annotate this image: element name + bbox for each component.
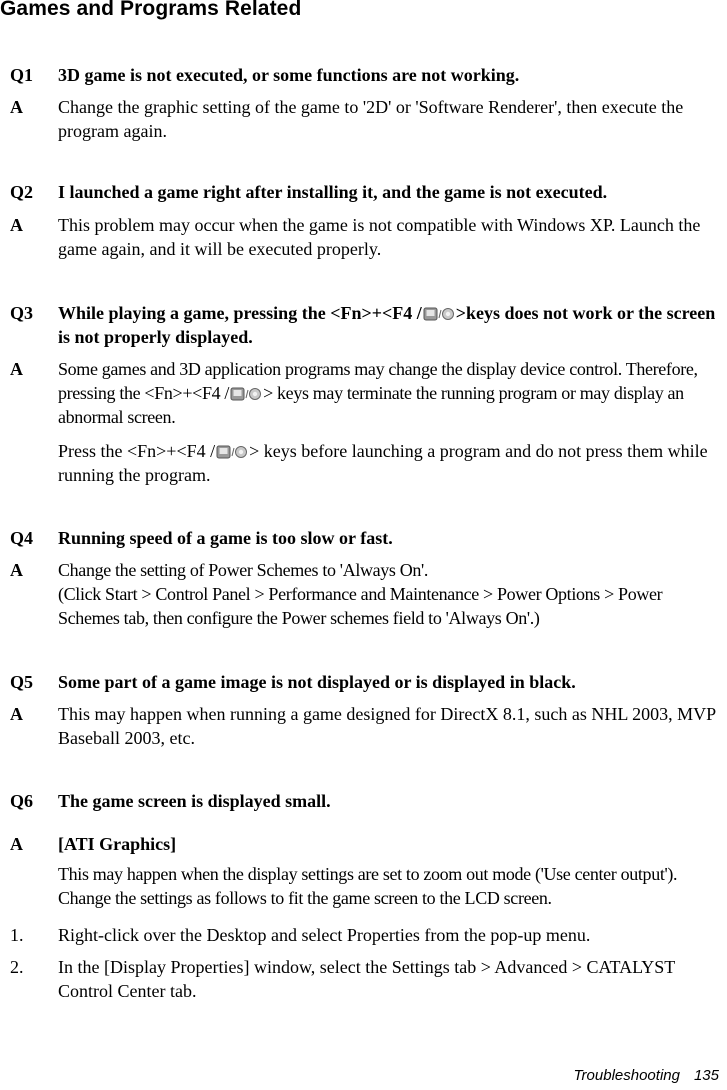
q2-answer: This problem may occur when the game is not compatible with Windows XP. Launch the game again, and it will be executed properly. [58, 215, 701, 259]
page-footer [574, 1067, 720, 1084]
q5-answer-label: A [10, 704, 23, 724]
q1-label: Q1 [10, 65, 34, 85]
q4-answer [58, 558, 725, 630]
q3-answer-1 [58, 357, 725, 429]
q3-answer1-part1: Some games and 3D application programs may change the display device control. Therefore, pressing the <Fn>+<F4 / [58, 359, 698, 403]
q6-answer-heading: [ATI Graphics] [58, 834, 177, 854]
q5-question: Some part of a game image is not displayed or is displayed in black. [58, 672, 576, 692]
display-switch-key-icon [423, 303, 455, 317]
q5-label: Q5 [10, 672, 34, 692]
step-text: In the [Display Properties] window, select the Settings tab > Advanced > CATALYST Control Center tab. [58, 957, 675, 1001]
step-number: 1. [10, 925, 24, 945]
q2-answer-label: A [10, 215, 23, 235]
q3-answer2-part2: > keys before launching a program and do not press them while running the program. [58, 441, 708, 485]
q3-answer-label: A [10, 359, 23, 379]
q3-label: Q3 [10, 303, 34, 323]
q4-answer-line1: Change the setting of Power Schemes to 'Always On'. [58, 560, 429, 580]
q2-label: Q2 [10, 182, 34, 202]
display-switch-key-icon [216, 441, 248, 455]
q6-question: The game screen is displayed small. [58, 791, 331, 811]
q3-answer-2 [58, 439, 725, 487]
q5-answer: This may happen when running a game designed for DirectX 8.1, such as NHL 2003, MVP Baseball 2003, etc. [58, 704, 716, 748]
page-title: Games and Programs Related [0, 0, 302, 20]
q6-label: Q6 [10, 791, 34, 811]
q2-question: I launched a game right after installing it, and the game is not executed. [58, 182, 608, 202]
q4-answer-line2: (Click Start > Control Panel > Performance and Maintenance > Power Options > Power Schemes tab, then configure the Power schemes field to 'Always On'.) [58, 584, 663, 628]
page-number: 135 [693, 1067, 719, 1084]
q3-question-part2: >keys does not work or the screen is not properly displayed. [58, 303, 716, 347]
q1-answer-label: A [10, 97, 23, 117]
q4-answer-label: A [10, 560, 23, 580]
q3-answer2-part1: Press the <Fn>+<F4 / [58, 441, 216, 461]
display-switch-key-icon [230, 383, 262, 397]
step-number: 2. [10, 957, 24, 977]
q3-question [58, 301, 725, 349]
q3-answer1-part2: > keys may terminate the running program or may display an abnormal screen. [58, 383, 684, 427]
q6-answer-label: A [10, 834, 23, 854]
q3-question-part1: While playing a game, pressing the <Fn>+<F4 / [58, 303, 422, 323]
q6-answer: This may happen when the display settings are set to zoom out mode ('Use center output'). Change the settings as follows to fit the game screen to the LCD screen. [58, 864, 678, 908]
step-text: Right-click over the Desktop and select Properties from the pop-up menu. [58, 925, 591, 945]
q4-label: Q4 [10, 528, 34, 548]
q1-question: 3D game is not executed, or some functions are not working. [58, 65, 520, 85]
footer-section-name: Troubleshooting [573, 1067, 680, 1084]
q4-question: Running speed of a game is too slow or fast. [58, 528, 393, 548]
q1-answer: Change the graphic setting of the game to '2D' or 'Software Renderer', then execute the program again. [58, 97, 684, 141]
